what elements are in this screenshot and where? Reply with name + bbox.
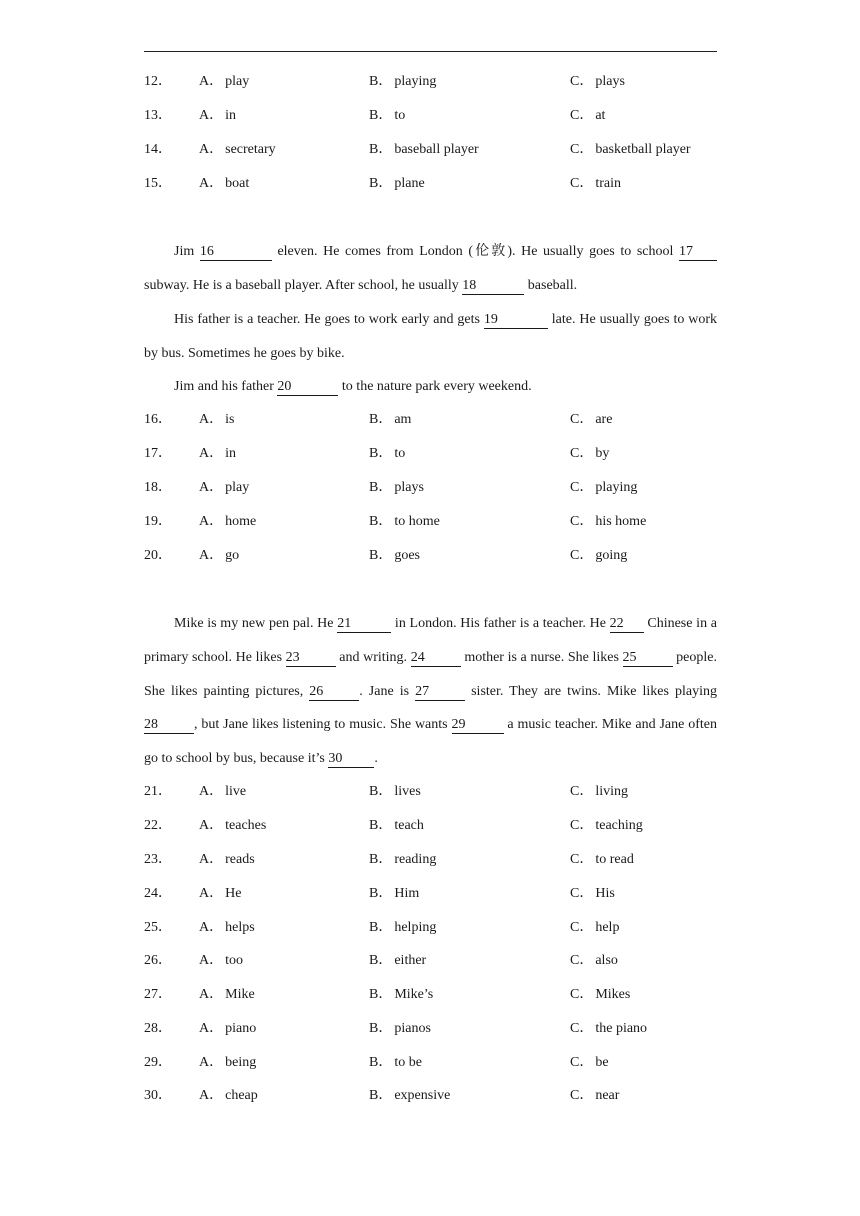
blank-26: 26 (309, 684, 359, 701)
option-b: B． expensive (369, 1088, 451, 1103)
option-row-21 (144, 782, 724, 802)
option-row-22 (144, 816, 724, 836)
option-c: C． playing (570, 480, 638, 495)
option-row-27 (144, 985, 724, 1005)
blank-28: 28 (144, 717, 194, 734)
option-b: B． lives (369, 784, 421, 799)
blank-23: 23 (286, 650, 336, 667)
option-a: A． is (199, 412, 235, 427)
option-b: B． playing (369, 74, 437, 89)
option-b: B． to (369, 446, 406, 461)
option-row-30 (144, 1086, 724, 1106)
question-number: 30． (144, 1088, 172, 1103)
option-row-29 (144, 1053, 724, 1073)
option-a: A． in (199, 446, 237, 461)
option-b: B． baseball player (369, 142, 479, 157)
option-c: C． going (570, 548, 628, 563)
option-row-20 (144, 546, 724, 566)
option-a: A． reads (199, 852, 255, 867)
option-a: A． live (199, 784, 247, 799)
option-a: A． boat (199, 176, 250, 191)
question-number: 25． (144, 920, 172, 935)
option-a: A． in (199, 108, 237, 123)
option-b: B． either (369, 953, 427, 968)
passage-2-paragraph-1: Jim 16 eleven. He comes from London (伦敦). He usually goes to school 17 subway. He is a baseball player. After school, he usually 18 baseball. (144, 235, 717, 303)
blank-29: 29 (452, 717, 504, 734)
option-b: B． goes (369, 548, 421, 563)
blank-24: 24 (411, 650, 461, 667)
option-row-17 (144, 444, 724, 464)
blank-21: 21 (337, 616, 391, 633)
question-number: 24． (144, 886, 172, 901)
question-number: 17． (144, 446, 172, 461)
blank-20: 20 (277, 379, 338, 396)
option-c: C． the piano (570, 1021, 648, 1036)
option-row-28 (144, 1019, 724, 1039)
option-b: B． pianos (369, 1021, 431, 1036)
option-c: C． near (570, 1088, 620, 1103)
question-number: 28． (144, 1021, 172, 1036)
option-c: C． help (570, 920, 620, 935)
option-row-19 (144, 512, 724, 532)
option-b: B． plays (369, 480, 424, 495)
option-b: B． teach (369, 818, 424, 833)
blank-30: 30 (328, 751, 374, 768)
option-b: B． plane (369, 176, 425, 191)
question-number: 16． (144, 412, 172, 427)
question-number: 12． (144, 74, 172, 89)
option-row-16 (144, 410, 724, 430)
question-number: 21． (144, 784, 172, 799)
option-a: A． home (199, 514, 257, 529)
option-a: A． helps (199, 920, 255, 935)
option-c: C． also (570, 953, 618, 968)
blank-27: 27 (415, 684, 465, 701)
option-a: A． secretary (199, 142, 276, 157)
option-c: C． teaching (570, 818, 643, 833)
blank-18: 18 (462, 278, 524, 295)
question-number: 18． (144, 480, 172, 495)
option-c: C． by (570, 446, 610, 461)
question-number: 26． (144, 953, 172, 968)
blank-17: 17 (679, 244, 717, 261)
option-a: A． play (199, 74, 250, 89)
passage-2-paragraph-3: Jim and his father 20 to the nature park every weekend. (174, 379, 532, 394)
option-a: A． piano (199, 1021, 257, 1036)
option-row-24 (144, 884, 724, 904)
question-number: 29． (144, 1055, 172, 1070)
option-c: C． his home (570, 514, 647, 529)
option-a: A． being (199, 1055, 257, 1070)
option-a: A． teaches (199, 818, 267, 833)
question-number: 15． (144, 176, 172, 191)
option-c: C． His (570, 886, 615, 901)
option-a: A． Mike (199, 987, 255, 1002)
option-c: C． basketball player (570, 142, 691, 157)
option-a: A． play (199, 480, 250, 495)
option-c: C． be (570, 1055, 609, 1070)
option-c: C． plays (570, 74, 625, 89)
option-c: C． train (570, 176, 621, 191)
option-row-12 (144, 72, 724, 92)
question-number: 13． (144, 108, 172, 123)
question-number: 14． (144, 142, 172, 157)
blank-19: 19 (484, 312, 548, 329)
option-row-15 (144, 174, 724, 194)
question-number: 22． (144, 818, 172, 833)
option-c: C． to read (570, 852, 634, 867)
question-number: 19． (144, 514, 172, 529)
option-b: B． Him (369, 886, 420, 901)
blank-22: 22 (610, 616, 644, 633)
question-number: 23． (144, 852, 172, 867)
passage-3-paragraph: Mike is my new pen pal. He 21 in London. His father is a teacher. He 22 Chinese in a primary school. He likes 23 and writing. 24 mother is a nurse. She likes 25 people. She likes painting pictures, 26 . Jane is 27 sister. They are twins. Mike likes playing 28 , but Jane likes listening to music. She wants 29 a music teacher. Mike and Jane often go to school by bus, because it’s 30 . (144, 616, 718, 767)
option-row-23 (144, 850, 724, 870)
option-c: C． living (570, 784, 629, 799)
question-number: 20． (144, 548, 172, 563)
option-a: A． He (199, 886, 242, 901)
option-a: A． go (199, 548, 240, 563)
header-rule (144, 51, 717, 52)
option-row-25 (144, 918, 724, 938)
option-b: B． to (369, 108, 406, 123)
passage-2-paragraph-2: His father is a teacher. He goes to work early and gets 19 late. He usually goes to work by bus. Sometimes he goes by bike. (144, 312, 717, 361)
option-b: B． am (369, 412, 412, 427)
option-c: C． at (570, 108, 606, 123)
option-c: C． are (570, 412, 613, 427)
option-b: B． helping (369, 920, 437, 935)
option-row-14 (144, 140, 724, 160)
option-a: A． too (199, 953, 244, 968)
blank-16: 16 (200, 244, 272, 261)
question-number: 27． (144, 987, 172, 1002)
blank-25: 25 (623, 650, 673, 667)
option-c: C． Mikes (570, 987, 631, 1002)
option-b: B． Mike’s (369, 987, 434, 1002)
option-row-13 (144, 106, 724, 126)
option-b: B． reading (369, 852, 437, 867)
option-row-26 (144, 951, 724, 971)
option-b: B． to home (369, 514, 440, 529)
option-b: B． to be (369, 1055, 422, 1070)
option-row-18 (144, 478, 724, 498)
option-a: A． cheap (199, 1088, 258, 1103)
